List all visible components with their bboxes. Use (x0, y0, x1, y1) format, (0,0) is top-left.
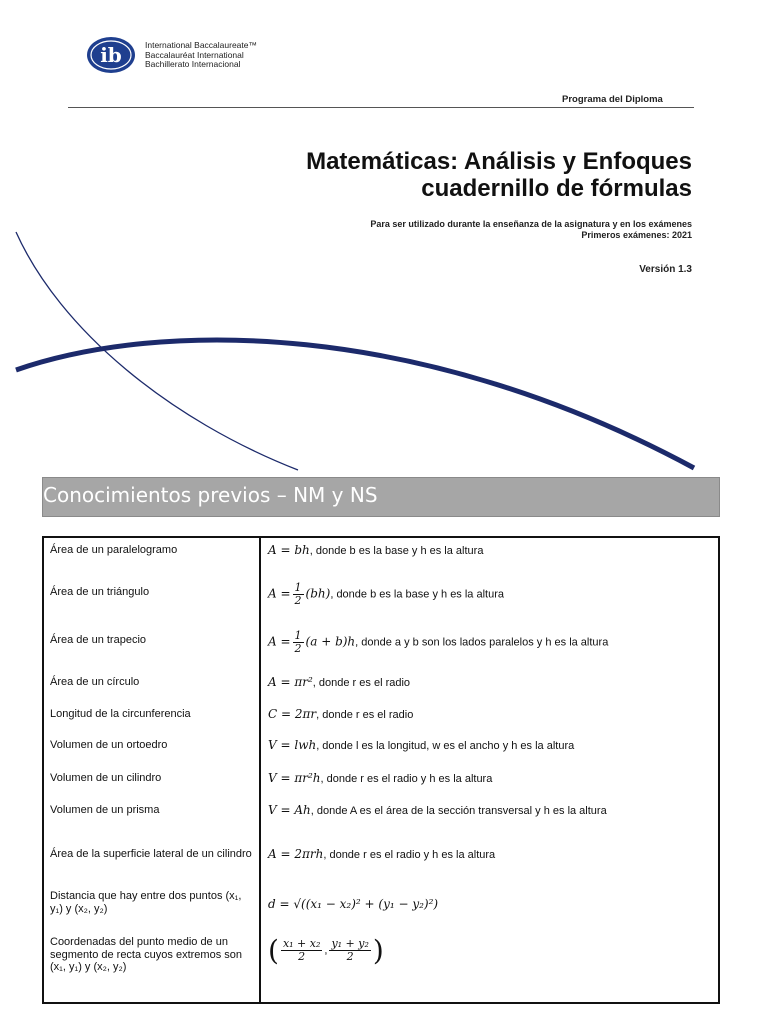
row-formula (268, 934, 716, 967)
formula-description: , donde r es el radio y h es la altura (323, 849, 496, 861)
first-exams-note: Primeros exámenes: 2021 (581, 230, 692, 240)
fraction-numerator: 1 (294, 629, 302, 642)
section-title: Conocimientos previos – NM y NS (43, 483, 378, 507)
formula-description: , donde r es el radio (312, 677, 411, 689)
formula-lhs: A = (268, 634, 291, 649)
formula: V = lwh (268, 738, 317, 752)
row-label: Área de la superficie lateral de un cilindro (50, 848, 252, 860)
row-formula (268, 804, 716, 818)
formula-description: , donde b es la base y h es la altura (309, 545, 484, 557)
row-label: Coordenadas del punto medio de un segmento de recta cuyos extremos son (x₁, y₁) y (x₂, y₂) (50, 936, 242, 973)
row-formula (268, 848, 716, 862)
row-label: Área de un triángulo (50, 586, 150, 598)
org-line: Baccalauréat International (145, 49, 244, 60)
row-label: Volumen de un cilindro (50, 772, 162, 784)
row-formula (268, 898, 716, 912)
row-formula (268, 676, 716, 690)
fraction-denominator: 2 (346, 950, 354, 963)
fraction (281, 938, 322, 963)
formula-rhs: (a + b)h (305, 634, 356, 649)
formula-rhs: (bh) (305, 586, 331, 601)
row-formula (268, 544, 716, 558)
decorative-swoosh (0, 0, 768, 480)
row-label: Longitud de la circunferencia (50, 708, 191, 720)
formula: C = 2πr (268, 707, 317, 721)
document-title: Matemáticas: Análisis y Enfoques (306, 148, 692, 175)
row-label: Área de un trapecio (50, 634, 147, 646)
section-header (42, 477, 720, 517)
formula: V = πr²h (268, 771, 321, 785)
fraction-numerator: x₁ + x₂ (282, 937, 321, 950)
row-label: Volumen de un prisma (50, 804, 160, 816)
formula-description: , donde A es el área de la sección transversal y h es la altura (310, 805, 607, 817)
formula-description: , donde b es la base y h es la altura (330, 588, 504, 601)
row-label: Área de un paralelogramo (50, 544, 178, 556)
formula: A = πr² (268, 675, 313, 689)
document-subtitle: cuadernillo de fórmulas (421, 175, 692, 202)
formula: d = √((x₁ − x₂)² + (y₁ − y₂)²) (268, 897, 439, 911)
version-label: Versión 1.3 (639, 264, 692, 275)
formula-table (42, 536, 720, 1004)
row-formula (268, 739, 716, 753)
fraction (293, 630, 304, 655)
org-line: Bachillerato Internacional (145, 59, 241, 69)
separator: , (324, 944, 328, 957)
column-divider (259, 538, 261, 1002)
fraction (329, 938, 370, 963)
row-formula (268, 582, 716, 607)
fraction-numerator: y₁ + y₂ (331, 937, 369, 950)
row-label: Área de un círculo (50, 676, 140, 688)
fraction-numerator: 1 (294, 581, 302, 594)
open-paren: ( (268, 934, 279, 967)
usage-note: Para ser utilizado durante la enseñanza de la asignatura y en los exámenes (370, 219, 692, 229)
row-label: Volumen de un ortoedro (50, 739, 168, 751)
row-formula (268, 630, 716, 655)
fraction-denominator: 2 (294, 594, 302, 607)
org-line: International Baccalaureate™ (145, 40, 257, 50)
formula-description: , donde l es la longitud, w es el ancho y h es la altura (316, 740, 575, 752)
fraction-denominator: 2 (298, 950, 306, 963)
formula-description: , donde a y b son los lados paralelos y h es la altura (355, 636, 609, 649)
formula-description: , donde r es el radio y h es la altura (320, 773, 493, 785)
formula: A = bh (268, 543, 310, 557)
row-label: Distancia que hay entre dos puntos (x₁, y₁) y (x₂, y₂) (50, 890, 242, 915)
fraction (293, 582, 304, 607)
formula: A = 2πrh (268, 847, 324, 861)
close-paren: ) (372, 934, 384, 967)
formula-lhs: A = (268, 586, 291, 601)
formula-description: , donde r es el radio (316, 709, 414, 721)
fraction-denominator: 2 (294, 642, 302, 655)
formula: V = Ah (268, 803, 311, 817)
row-formula (268, 772, 716, 786)
svg-text:ib: ib (100, 43, 122, 67)
row-formula (268, 708, 716, 722)
program-label: Programa del Diploma (562, 94, 663, 105)
